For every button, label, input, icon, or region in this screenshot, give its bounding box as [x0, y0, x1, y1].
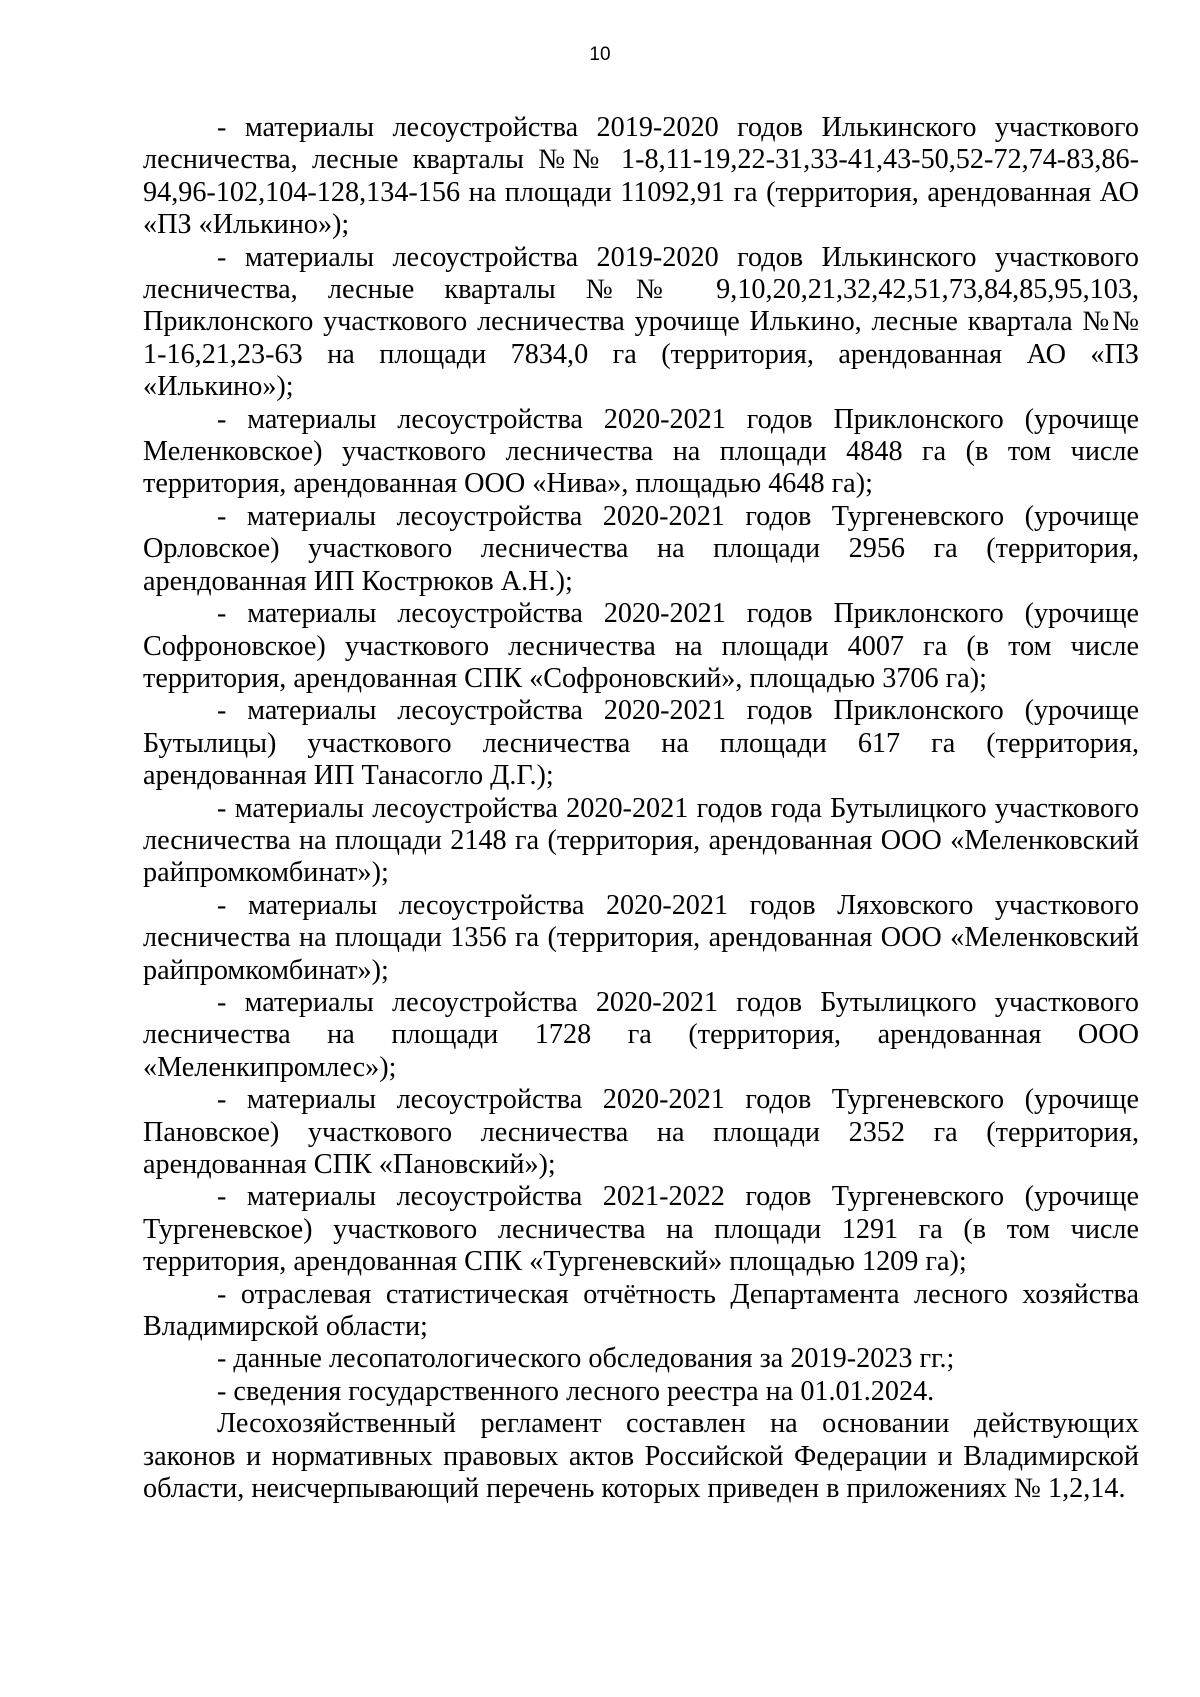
document-body: [143, 112, 1139, 1505]
list-item-melenkovskoe: - материалы лесоустройства 2020-2021 годов Приклонского (урочище Меленковское) участкового лесничества на площади 4848 га (в том числе территория, арендованная ООО «Нива», площадью 4648 га);: [143, 403, 1139, 500]
list-item-forest-pathology: - данные лесопатологического обследования за 2019-2023 гг.;: [217, 1343, 955, 1375]
list-item-ilkino-priklonsky: - материалы лесоустройства 2019-2020 годов Илькинского участкового лесничества, лесные кварталы №№ 9,10,20,21,32,42,51,73,84,85,95,103, Приклонского участкового лесничества урочище Илькино, лесные квартала №№ 1-16,21,23-63 на площади 7834,0 га (территория, арендованная АО «ПЗ «Илькино»);: [143, 241, 1139, 403]
list-item-turgenevskoe: - материалы лесоустройства 2021-2022 годов Тургеневского (урочище Тургеневское) участкового лесничества на площади 1291 га (в том числе территория, арендованная СПК «Тургеневский» площадью 1209 га);: [143, 1181, 1139, 1278]
list-item-butylitsky-melenkipromles: - материалы лесоустройства 2020-2021 годов Бутылицкого участкового лесничества на площади 1728 га (территория, арендованная ООО «Меленкипромлес»);: [143, 986, 1139, 1083]
list-item-sofronovskoe: - материалы лесоустройства 2020-2021 годов Приклонского (урочище Софроновское) участкового лесничества на площади 4007 га (в том числе территория, арендованная СПК «Софроновский», площадью 3706 га);: [143, 598, 1139, 694]
list-item-forest-registry: - сведения государственного лесного реестра на 01.01.2024.: [217, 1375, 935, 1407]
list-item-panovskoe: - материалы лесоустройства 2020-2021 годов Тургеневского (урочище Пановское) участкового лесничества на площади 2352 га (территория, арендованная СПК «Пановский»);: [143, 1084, 1139, 1180]
list-item-ilkino-leased: - материалы лесоустройства 2019-2020 годов Илькинского участкового лесничества, лесные кварталы №№ 1-8,11-19,22-31,33-41,43-50,52-72,74-83,86-94,96-102,104-128,134-156 на площади 11092,91 га (территория, арендованная АО «ПЗ «Илькино»);: [143, 112, 1139, 241]
list-item-statistics: - отраслевая статистическая отчётность Департамента лесного хозяйства Владимирской области;: [143, 1278, 1139, 1343]
list-item-lyakhovsky: - материалы лесоустройства 2020-2021 годов Ляховского участкового лесничества на площади 1356 га (территория, арендованная ООО «Меленковский райпромкомбинат»);: [143, 889, 1139, 986]
list-item-butylitsky-raipromkombinat: - материалы лесоустройства 2020-2021 годов года Бутылицкого участкового лесничества на площади 2148 га (территория, арендованная ООО «Меленковский райпромкомбинат»);: [143, 792, 1139, 889]
page-number: 10: [589, 44, 611, 65]
list-item-butylitsy: - материалы лесоустройства 2020-2021 годов Приклонского (урочище Бутылицы) участкового лесничества на площади 617 га (территория, арендованная ИП Танасогло Д.Г.);: [143, 695, 1139, 792]
list-item-orlovskoe: - материалы лесоустройства 2020-2021 годов Тургеневского (урочище Орловское) участкового лесничества на площади 2956 га (территория, арендованная ИП Кострюков А.Н.);: [143, 500, 1139, 597]
closing-paragraph: Лесохозяйственный регламент составлен на основании действующих законов и нормативных правовых актов Российской Федерации и Владимирской области, неисчерпывающий перечень которых приведен в приложениях № 1,2,14.: [143, 1408, 1139, 1505]
